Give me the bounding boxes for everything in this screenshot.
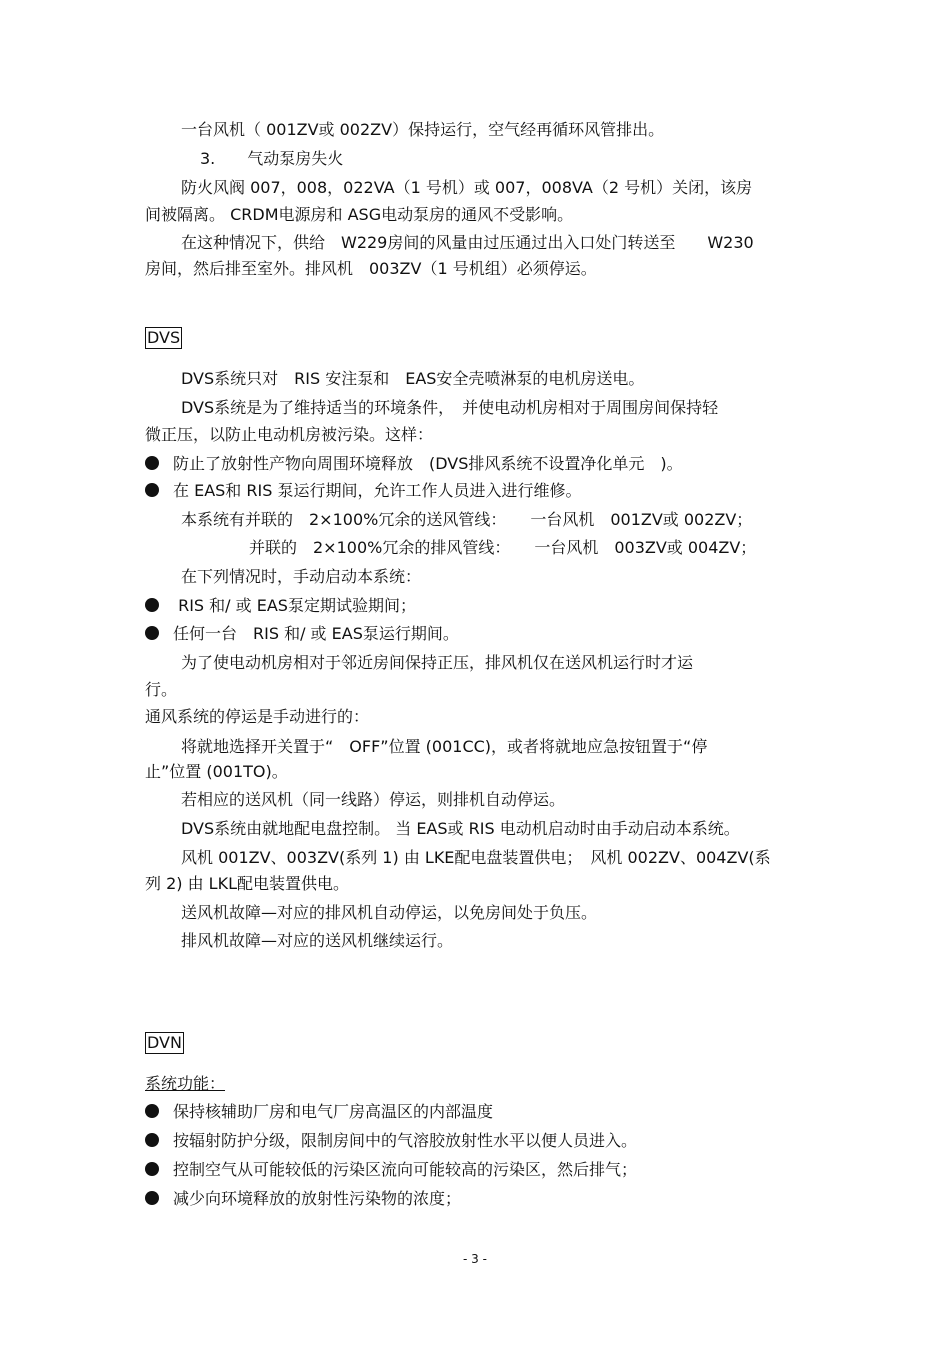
paragraph-line: 房间，然后排至室外。排风机 003ZV（1 号机组）必须停运。: [145, 259, 597, 278]
paragraph-line: 一台风机（ 001ZV或 002ZV）保持运行，空气经再循环风管排出。: [181, 120, 665, 139]
paragraph-line: DVS系统是为了维持适当的环境条件， 并使电动机房相对于周围房间保持轻: [181, 398, 719, 417]
bullet-icon: [145, 1162, 159, 1176]
bullet-item: [145, 1102, 493, 1122]
bullet-item: [145, 624, 459, 644]
bullet-text: 按辐射防护分级，限制房间中的气溶胶放射性水平以便人员进入。: [173, 1131, 638, 1150]
bullet-item: [145, 596, 416, 616]
bullet-icon: [145, 1104, 159, 1118]
paragraph-line: 防火风阀 007，008，022VA（1 号机）或 007，008VA（2 号机）关闭，该房: [181, 178, 753, 197]
bullet-text: RIS 和/ 或 EAS泵定期试验期间；: [173, 596, 416, 615]
bullet-text: 任何一台 RIS 和/ 或 EAS泵运行期间。: [173, 624, 459, 643]
bullet-icon: [145, 598, 159, 612]
paragraph-line: 止”位置 (001TO)。: [145, 762, 288, 781]
subsection-title: 系统功能：: [145, 1074, 226, 1093]
paragraph-line: 间被隔离。 CRDM电源房和 ASG电动泵房的通风不受影响。: [145, 205, 574, 224]
paragraph-line: 送风机故障—对应的排风机自动停运，以免房间处于负压。: [181, 903, 598, 922]
paragraph-line: 并联的 2×100%冗余的排风管线： 一台风机 003ZV或 004ZV；: [249, 538, 757, 557]
bullet-icon: [145, 483, 159, 497]
bullet-text: 减少向环境释放的放射性污染物的浓度；: [173, 1189, 462, 1208]
bullet-text: 防止了放射性产物向周围环境释放 (DVS排风系统不设置净化单元 )。: [173, 454, 683, 473]
paragraph-line: DVS系统由就地配电盘控制。 当 EAS或 RIS 电动机启动时由手动启动本系统。: [181, 819, 740, 838]
page-number: - 3 -: [463, 1252, 487, 1266]
paragraph-line: 为了使电动机房相对于邻近房间保持正压，排风机仅在送风机运行时才运: [181, 653, 694, 672]
paragraph-line: DVS系统只对 RIS 安注泵和 EAS安全壳喷淋泵的电机房送电。: [181, 369, 645, 388]
paragraph-line: 列 2) 由 LKL配电装置供电。: [145, 874, 350, 893]
section-heading-dvn: DVN: [147, 1033, 182, 1052]
section-heading-dvs: DVS: [147, 328, 181, 347]
bullet-item: [145, 1160, 637, 1180]
bullet-icon: [145, 1191, 159, 1205]
paragraph-line: 在这种情况下，供给 W229房间的风量由过压通过出入口处门转送至 W230: [181, 233, 754, 252]
bullet-icon: [145, 1133, 159, 1147]
bullet-icon: [145, 456, 159, 470]
bullet-item: [145, 1131, 637, 1151]
paragraph-line: 若相应的送风机（同一线路）停运，则排机自动停运。: [181, 790, 566, 809]
paragraph-line: 在下列情况时，手动启动本系统：: [181, 567, 422, 586]
bullet-item: [145, 1189, 461, 1209]
paragraph-line: 排风机故障—对应的送风机继续运行。: [181, 931, 454, 950]
paragraph-line: 风机 001ZV、003ZV(系列 1) 由 LKE配电盘装置供电； 风机 002ZV、004ZV(系: [181, 848, 771, 867]
bullet-text: 保持核辅助厂房和电气厂房高温区的内部温度: [173, 1102, 494, 1121]
bullet-text: 控制空气从可能较低的污染区流向可能较高的污染区，然后排气；: [173, 1160, 638, 1179]
numbered-heading: 3. 气动泵房失火: [200, 149, 344, 168]
paragraph-line: 行。: [145, 680, 178, 699]
bullet-item: [145, 454, 683, 474]
bullet-text: 在 EAS和 RIS 泵运行期间，允许工作人员进入进行维修。: [173, 481, 582, 500]
paragraph-line: 本系统有并联的 2×100%冗余的送风管线： 一台风机 001ZV或 002ZV；: [181, 510, 753, 529]
bullet-icon: [145, 626, 159, 640]
bullet-item: [145, 481, 581, 501]
paragraph-line: 通风系统的停运是手动进行的：: [145, 707, 370, 726]
paragraph-line: 将就地选择开关置于“ OFF”位置 (001CC)，或者将就地应急按钮置于“停: [181, 737, 708, 756]
paragraph-line: 微正压，以防止电动机房被污染。这样：: [145, 425, 434, 444]
